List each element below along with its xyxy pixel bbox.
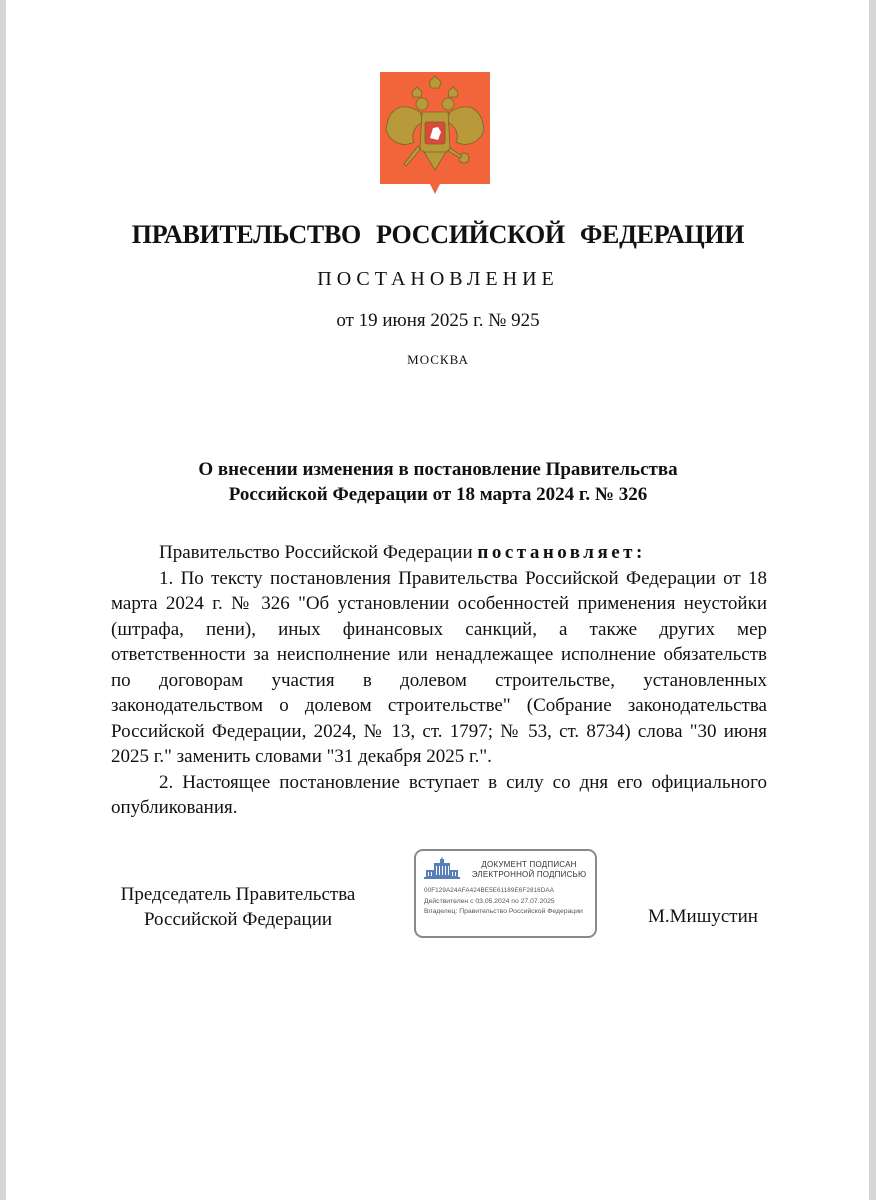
russian-coat-of-arms-icon [380, 72, 490, 194]
preamble-decree-word: постановляет: [477, 542, 646, 563]
signatory-position-line-1: Председатель Правительства [120, 884, 356, 905]
subject-line-2: Российской Федерации от 18 марта 2024 г. № 326 [228, 484, 648, 505]
stamp-title-line-1: ДОКУМЕНТ ПОДПИСАН [481, 860, 577, 869]
document-date-number: от 19 июня 2025 г. № 925 [336, 310, 540, 331]
preamble [111, 540, 767, 566]
signatory-position-line-2: Российской Федерации [143, 909, 333, 930]
certificate-serial: 00F129A24AFA424BE5E61189E6F2816DAA [424, 887, 555, 894]
document-body [111, 540, 767, 821]
preamble-text: Правительство Российской Федерации [159, 542, 478, 563]
page-edge-right [869, 0, 876, 1200]
certificate-owner: Владелец: Правительство Российской Федерации [424, 908, 583, 915]
electronic-signature-stamp [414, 849, 597, 938]
government-building-icon [424, 857, 460, 881]
signatory-name: М.Мишустин [648, 906, 758, 927]
government-title: ПРАВИТЕЛЬСТВО РОССИЙСКОЙ ФЕДЕРАЦИИ [131, 220, 745, 249]
clause-1: 1. По тексту постановления Правительства Российской Федерации от 18 марта 2024 г. № 326 "Об установлении особенностей применения неустойки (штрафа, пени), иных финансовых санкций, а также других мер ответственности за неисполнение или ненадлежащее исполнение обязательств по договорам участия в долевом строительстве, установленных законодательством о долевом строительстве" (Собрание законодательства Российской Федерации, 2024, № 13, ст. 1797; № 53, ст. 8734) слова "30 июня 2025 г." заменить словами "31 декабря 2025 г.". [111, 567, 767, 767]
stamp-title-line-2: ЭЛЕКТРОННОЙ ПОДПИСЬЮ [471, 870, 587, 879]
certificate-validity: Действителен с 03.05.2024 по 27.07.2025 [424, 898, 555, 905]
document-subject [0, 457, 876, 507]
clause-2: 2. Настоящее постановление вступает в силу со дня его официального опубликования. [111, 771, 767, 818]
subject-line-1: О внесении изменения в постановление Правительства [198, 459, 678, 480]
stamp-title [464, 860, 594, 880]
document-city: МОСКВА [407, 352, 469, 367]
document-type: ПОСТАНОВЛЕНИЕ [317, 268, 559, 290]
signatory-position [110, 882, 366, 932]
